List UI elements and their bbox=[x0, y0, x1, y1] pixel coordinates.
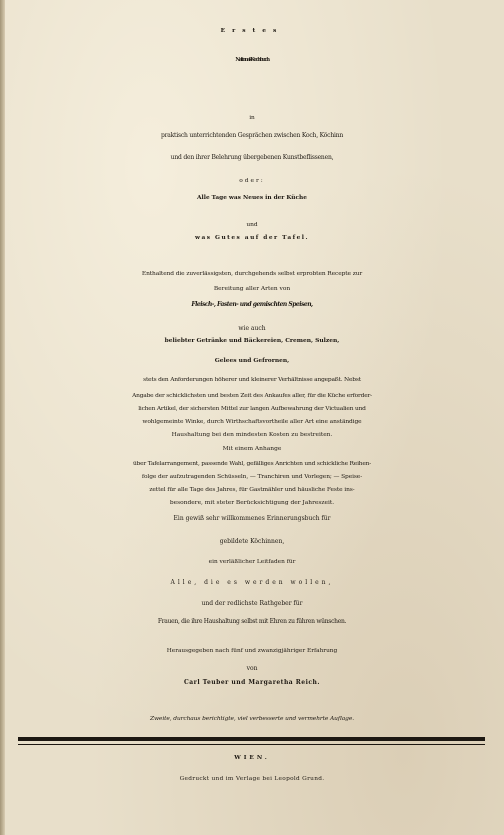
dishes-line: Fleisch-, Fasten- und gemischten Speisen, bbox=[191, 301, 313, 308]
appendix-heading: Mit einem Anhange bbox=[222, 446, 282, 452]
appendix-line-2: folge der aufzutragenden Schüsseln, — Tranchiren und Vorlegen; — Speise- bbox=[141, 474, 363, 480]
subtitle-line-1: praktisch unterrichtenden Gesprächen zwischen Koch, Köchinn bbox=[160, 132, 344, 139]
memory-line-2: gebildete Köchinnen, bbox=[219, 538, 285, 545]
addendum-line-4: Haushaltung bei den mindesten Kosten zu bestreiten. bbox=[171, 432, 333, 438]
authors-line: Carl Teuber und Margaretha Reich. bbox=[184, 679, 320, 686]
edited-line: Herausgegeben nach fünf und zwanzigjähriger Erfahrung bbox=[166, 648, 338, 654]
addendum-line-2: lichen Artikel, der sichersten Mittel zur langen Aufbewahrung der Victualien und bbox=[138, 406, 366, 412]
requirements-line: stets den Anforderungen höherer und kleinerer Verhältnisse angepaßt. Nebst bbox=[143, 377, 361, 383]
appendix-line-1: über Tafelarrangement, passende Wahl, gefälliges Anrichten und schickliche Reihen- bbox=[132, 461, 372, 467]
addendum-line-3: wohlgemeinte Winke, durch Wirthschaftsvortheile aller Art eine anständige bbox=[142, 419, 362, 425]
thick-rule bbox=[18, 737, 485, 741]
word-in: in bbox=[249, 115, 255, 121]
contents-line-2: Bereitung aller Arten von bbox=[213, 286, 291, 292]
memory-line-1: Ein gewiß sehr willkommenes Erinnerungsbuch für bbox=[173, 515, 331, 522]
guide-line: ein verläßlicher Leitfaden für bbox=[208, 559, 296, 565]
edition-line: Zweite, durchaus berichtigte, viel verbesserte und vermehrte Auflage. bbox=[150, 716, 354, 722]
slogan-line: Alle Tage was Neues in der Küche bbox=[197, 195, 307, 201]
slogan-line-2: was Gutes auf der Tafel. bbox=[194, 235, 310, 241]
addendum-line-1: Angabe der schicklichsten und besten Zeit des Ankaufes aller, für die Küche erforder- bbox=[132, 393, 372, 399]
word-von: von bbox=[246, 665, 258, 672]
wie-auch: wie auch bbox=[238, 325, 266, 332]
heading-erstes: Erstes bbox=[220, 27, 284, 34]
printer-line: Gedruckt und im Verlage bei Leopold Grund. bbox=[179, 776, 325, 782]
city-wien: WIEN. bbox=[234, 755, 270, 761]
appendix-line-4: besondere, mit steter Berücksichtigung der Jahreszeit. bbox=[169, 500, 335, 506]
appendix-line-3: zettel für alle Tage des Jahres, für Gastmähler und häusliche Feste ins- bbox=[149, 487, 355, 493]
main-title: National-Kochbuch bbox=[235, 57, 269, 63]
advisor-line: und der redlichste Rathgeber für bbox=[201, 600, 303, 607]
drinks-line-2: Gelees und Gefrornen, bbox=[214, 357, 290, 364]
women-line: Frauen, die ihre Haushaltung selbst mit Ehren zu führen wünschen. bbox=[157, 618, 347, 625]
contents-line-1: Enthaltend die zuverlässigsten, durchgehends selbst erprobten Recepte zur bbox=[141, 271, 363, 277]
thin-rule bbox=[18, 744, 485, 745]
all-line: Alle, die es werden wollen, bbox=[170, 579, 334, 586]
subtitle-line-2: und den ihrer Belehrung übergebenen Kunstbeflissenen, bbox=[170, 154, 334, 161]
book-spine-edge bbox=[0, 0, 5, 835]
word-oder: oder: bbox=[239, 178, 265, 184]
word-und-1: und bbox=[246, 222, 258, 228]
drinks-line-1: beliebter Getränke und Bäckereien, Cremen, Sulzen, bbox=[164, 337, 340, 344]
